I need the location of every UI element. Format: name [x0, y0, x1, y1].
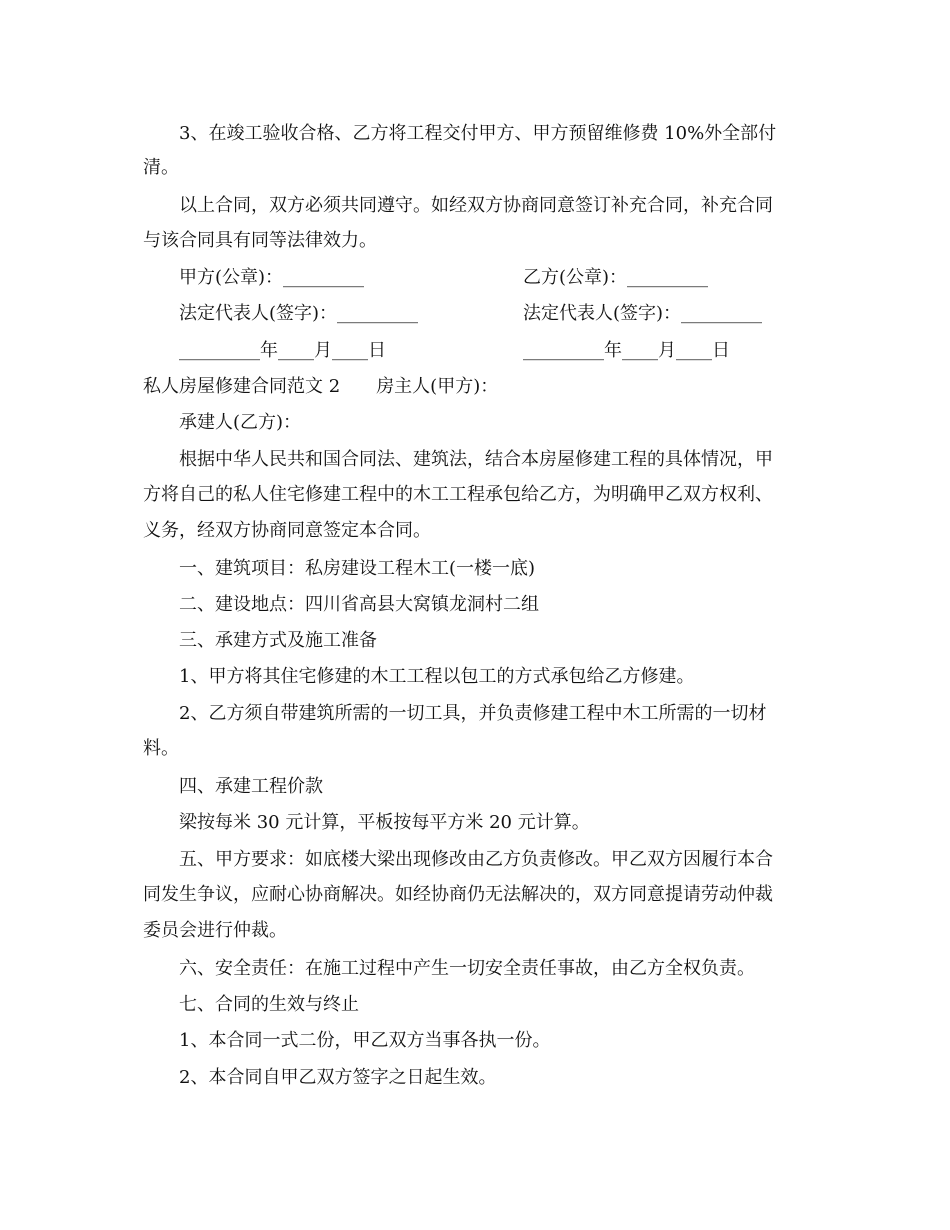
clause-line: 梁按每米 30 元计算，平板按每平方米 20 元计算。: [179, 812, 590, 833]
paragraph-line: 义务，经双方协商同意签定本合同。: [143, 520, 431, 541]
party-a-date-field: _________年____月____日: [179, 340, 386, 361]
section-title: 私人房屋修建合同范文 2: [143, 376, 341, 397]
clause-line: 六、安全责任：在施工过程中产生一切安全责任事故，由乙方全权负责。: [179, 958, 755, 979]
paragraph-line: 与该合同具有同等法律效力。: [143, 230, 377, 251]
paragraph-line: 方将自己的私人住宅修建工程中的木工工程承包给乙方，为明确甲乙双方权利、: [143, 484, 773, 505]
party-b-representative-field: 法定代表人(签字)：_________: [523, 303, 763, 324]
clause-line: 二、建设地点：四川省高县大窝镇龙洞村二组: [179, 594, 539, 615]
party-a-representative-field: 法定代表人(签字)：_________: [179, 303, 419, 324]
clause-line: 委员会进行仲裁。: [143, 920, 287, 941]
section-heading-line: [143, 375, 803, 399]
clause-line: 三、承建方式及施工准备: [179, 630, 377, 651]
clause-line: 1、甲方将其住宅修建的木工工程以包工的方式承包给乙方修建。: [179, 666, 695, 687]
clause-line: 同发生争议，应耐心协商解决。如经协商仍无法解决的，双方同意提请劳动仲裁: [143, 884, 773, 905]
clause-line: 一、建筑项目：私房建设工程木工(一楼一底): [179, 558, 536, 579]
paragraph-line: 根据中华人民共和国合同法、建筑法，结合本房屋修建工程的具体情况，甲: [179, 449, 773, 470]
clause-line: 料。: [143, 738, 179, 759]
party-a-seal-field: 甲方(公章)：_________: [179, 267, 365, 288]
clause-line: 2、本合同自甲乙双方签字之日起生效。: [179, 1067, 497, 1088]
paragraph-line: 3、在竣工验收合格、乙方将工程交付甲方、甲方预留维修费 10%外全部付: [179, 123, 777, 144]
clause-line: 四、承建工程价款: [179, 776, 323, 797]
party-b-seal-field: 乙方(公章)：_________: [523, 267, 709, 288]
paragraph-line: 清。: [143, 157, 179, 178]
owner-field: 房主人(甲方)：: [376, 376, 499, 397]
paragraph-line: 以上合同，双方必须共同遵守。如经双方协商同意签订补充合同，补充合同: [179, 195, 773, 216]
clause-line: 五、甲方要求：如底楼大梁出现修改由乙方负责修改。甲乙双方因履行本合: [179, 849, 773, 870]
contractor-field: 承建人(乙方)：: [179, 412, 302, 433]
clause-line: 2、乙方须自带建筑所需的一切工具，并负责修建工程中木工所需的一切材: [179, 703, 767, 724]
party-b-date-field: _________年____月____日: [523, 340, 730, 361]
clause-line: 1、本合同一式二份，甲乙双方当事各执一份。: [179, 1030, 551, 1051]
clause-line: 七、合同的生效与终止: [179, 994, 359, 1015]
